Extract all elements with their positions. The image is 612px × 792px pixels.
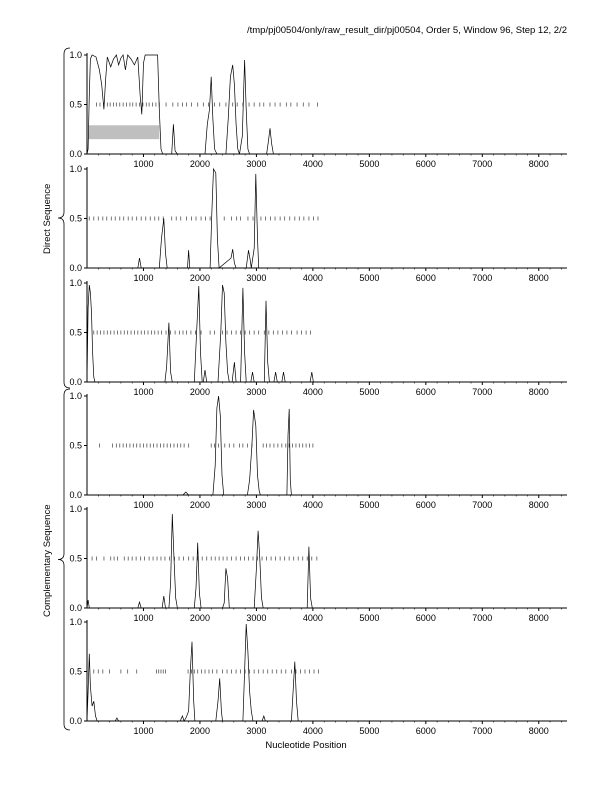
x-tick-label: 4000 [302, 387, 323, 397]
x-tick-label: 6000 [415, 159, 436, 169]
y-tick-label: 0.5 [69, 553, 82, 564]
y-tick-label: 1.0 [69, 504, 82, 514]
x-tick-label: 4000 [302, 500, 323, 510]
x-tick-label: 8000 [528, 273, 549, 283]
y-tick-label: 0.0 [69, 603, 82, 613]
x-tick-label: 4000 [302, 613, 323, 623]
panel-1 [69, 50, 567, 169]
header-title: /tmp/pj00504/only/raw_result_dir/pj00504, Order 5, Window 96, Step 12, 2/2 [246, 25, 567, 36]
x-axis-label: Nucleotide Position [265, 740, 347, 751]
x-tick-label: 2000 [189, 726, 210, 736]
x-tick-label: 1000 [133, 273, 154, 283]
y-tick-label: 0.5 [69, 666, 82, 677]
x-tick-label: 7000 [472, 159, 493, 169]
y-tick-label: 0.5 [69, 99, 82, 110]
group-label-complementary: Complementary Sequence [42, 504, 53, 617]
x-tick-label: 4000 [302, 159, 323, 169]
panel-2 [69, 164, 567, 283]
x-tick-label: 7000 [472, 500, 493, 510]
x-tick-label: 2000 [189, 500, 210, 510]
x-tick-label: 7000 [472, 726, 493, 736]
x-tick-label: 6000 [415, 273, 436, 283]
y-tick-label: 1.0 [69, 278, 82, 288]
x-tick-label: 5000 [359, 387, 380, 397]
series-line [87, 396, 567, 495]
x-tick-label: 8000 [528, 500, 549, 510]
x-tick-label: 3000 [246, 159, 267, 169]
x-tick-label: 7000 [472, 273, 493, 283]
y-tick-label: 0.0 [69, 716, 82, 726]
y-tick-label: 0.0 [69, 149, 82, 159]
panel-4 [69, 391, 567, 510]
x-tick-label: 8000 [528, 726, 549, 736]
x-tick-label: 1000 [133, 726, 154, 736]
x-tick-label: 3000 [246, 273, 267, 283]
x-tick-label: 6000 [415, 726, 436, 736]
y-tick-label: 0.5 [69, 440, 82, 451]
y-tick-label: 0.0 [69, 377, 82, 387]
highlight-region [89, 125, 160, 139]
x-tick-label: 8000 [528, 159, 549, 169]
y-tick-label: 1.0 [69, 50, 82, 60]
y-tick-label: 1.0 [69, 164, 82, 174]
x-tick-label: 1000 [133, 500, 154, 510]
x-tick-label: 2000 [189, 159, 210, 169]
x-tick-label: 8000 [528, 387, 549, 397]
x-tick-label: 5000 [359, 273, 380, 283]
x-tick-label: 5000 [359, 726, 380, 736]
x-tick-label: 6000 [415, 387, 436, 397]
group-bracket-complementary [58, 389, 70, 730]
x-tick-label: 1000 [133, 613, 154, 623]
x-tick-label: 6000 [415, 500, 436, 510]
x-tick-label: 5000 [359, 613, 380, 623]
x-tick-label: 5000 [359, 500, 380, 510]
x-tick-label: 7000 [472, 387, 493, 397]
x-tick-label: 2000 [189, 613, 210, 623]
x-tick-label: 3000 [246, 387, 267, 397]
y-tick-label: 1.0 [69, 391, 82, 401]
x-tick-label: 3000 [246, 726, 267, 736]
x-tick-label: 3000 [246, 500, 267, 510]
y-tick-label: 0.0 [69, 263, 82, 273]
y-tick-label: 1.0 [69, 617, 82, 627]
x-tick-label: 2000 [189, 273, 210, 283]
series-line [87, 285, 567, 382]
x-tick-label: 6000 [415, 613, 436, 623]
x-tick-label: 4000 [302, 273, 323, 283]
x-tick-label: 1000 [133, 159, 154, 169]
x-tick-label: 1000 [133, 387, 154, 397]
panel-6 [69, 617, 567, 736]
y-tick-label: 0.5 [69, 213, 82, 224]
x-tick-label: 5000 [359, 159, 380, 169]
panel-3 [69, 278, 567, 397]
y-tick-label: 0.5 [69, 327, 82, 338]
x-tick-label: 3000 [246, 613, 267, 623]
x-tick-label: 7000 [472, 613, 493, 623]
group-label-direct: Direct Sequence [42, 183, 53, 254]
x-tick-label: 2000 [189, 387, 210, 397]
x-tick-label: 8000 [528, 613, 549, 623]
y-tick-label: 0.0 [69, 490, 82, 500]
panel-5 [69, 504, 567, 623]
group-bracket-direct [58, 48, 70, 388]
series-line [87, 514, 567, 608]
x-tick-label: 4000 [302, 726, 323, 736]
